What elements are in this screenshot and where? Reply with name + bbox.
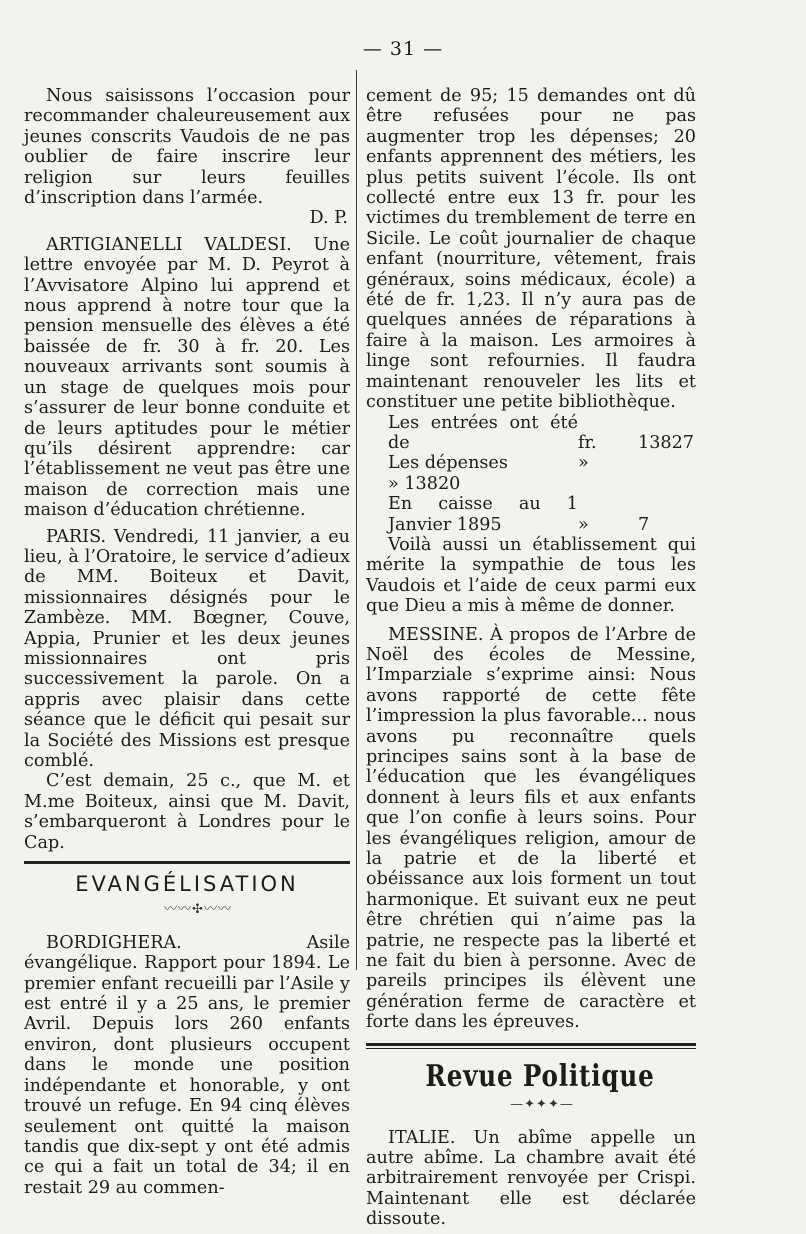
page-number: — 31 — bbox=[362, 38, 444, 60]
italie-paragraph: ITALIE. Un abîme appelle un autre abîme. La chambre avait été arbitrairement renvoyée per Crispi. Maintenant elle est déclarée dissoute. bbox=[366, 1127, 696, 1230]
ledger-row: Les entrées ont été de fr. 13827 bbox=[388, 412, 694, 453]
bordighera-continuation: cement de 95; 15 demandes ont dû être refusées pour ne pas augmenter trop les dépenses; 20 enfants apprennent des métiers, les plus petits suivent l’école. Ils ont collecté entre eux 13 fr. pour les victimes du tremblement de terre en Sicile. Le coût journalier de chaque enfant (nourriture, vêtement, frais généraux, soins médicaux, école) a été de fr. 1,23. Il n’y aura pas de quelques années de réparations à faire à la maison. Les armoires à linge sont refournies. Il faudra maintenant renouveler les lits et constituer une petite bibliothèque. bbox=[366, 86, 696, 413]
column-divider bbox=[356, 70, 357, 970]
sympathie-paragraph: Voilà aussi un établissement qui mérite la sympathie de tous les Vaudois et l’aide de ceux parmi eux que Dieu a mis à même de donner. bbox=[366, 534, 696, 617]
revue-politique-title: Revue Politique bbox=[425, 1058, 655, 1094]
ornament-divider: 〰〰✣〰〰 bbox=[164, 902, 232, 918]
signature: D. P. bbox=[309, 208, 348, 229]
embarquement-paragraph: C’est demain, 25 c., que M. et M.me Boiteux, ainsi que M. Davit, s’embarqueront à Londres pour le Cap. bbox=[24, 771, 350, 853]
section-rule-double bbox=[366, 1043, 696, 1049]
right-column bbox=[366, 86, 696, 1230]
messine-paragraph: MESSINE. À propos de l’Arbre de Noël des écoles de Messine, l’Imparziale s’exprime ainsi: Nous avons rapporté de cette fête l’impression la plus favorable... nous avons pu reconnaître quels principes sains sont à la base de l’éducation que les évangéliques donnent à leurs fils et aux enfants que l’on confie à leurs soins. Pour les évangéliques religion, amour de la patrie et de la liberté et obéissance aux lois forment un tout harmonique. Et suivant eux ne peut être chrétien qui n’aime pas la patrie, ne respecte pas la liberté et ne fait du bien à personne. Avec de pareils principes ils élèvent une génération ferme de caractère et forte dans les épreuves. bbox=[366, 624, 696, 1033]
ledger-row: Les dépenses »» 13820 bbox=[388, 453, 589, 494]
bordighera-paragraph: BORDIGHERA. Asile évangélique. Rapport pour 1894. Le premier enfant recueilli par l’Asile y est entré il y a 25 ans, le premier Avril. Depuis lors 260 enfants environ, dont plusieurs occupent dans le monde une position indépendante et honorable, y ont trouvé un refuge. En 94 cinq élèves seulement ont quitté la maison tandis que dix-sept y ont été admis ce qui a fait un total de 34; il en restait 29 au commen- bbox=[24, 932, 350, 1198]
section-title-evangelisation: EVANGÉLISATION bbox=[75, 872, 299, 897]
left-column bbox=[24, 86, 350, 1198]
ornament-divider: —✦✦✦— bbox=[510, 1097, 574, 1113]
artigianelli-paragraph: ARTIGIANELLI VALDESI. Une lettre envoyée par M. D. Peyrot à l’Avvisatore Alpino lui apprend et nous apprend à notre tour que la pension mensuelle des élèves a été baissée de fr. 30 à fr. 20. Les nouveaux arrivants sont soumis à un stage de quelques mois pour s’assurer de leur bonne conduite et de leurs aptitudes pour le métier qu’ils désirent apprendre: car l’établissement ne veut pas être une maison de correction mais une maison d’éducation chrétienne. bbox=[24, 234, 350, 521]
section-rule bbox=[24, 861, 350, 864]
conscrits-paragraph: Nous saisissons l’occasion pour recommander chaleureusement aux jeunes conscrits Vaudois de ne pas oublier de faire inscrire leur religion sur leurs feuilles d’inscription dans l’armée. bbox=[24, 86, 350, 209]
paris-paragraph: PARIS. Vendredi, 11 janvier, a eu lieu, à l’Oratoire, le service d’adieux de MM. Boiteux et Davit, missionnaires désignés pour le Zambèze. MM. Bœgner, Couve, Appia, Prunier et les deux jeunes missionnaires ont pris successivement la parole. On a appris avec plaisir dans cette séance que le déficit qui pesait sur la Société des Missions est presque comblé. bbox=[24, 526, 350, 771]
ledger-row: En caisse au 1 Janvier 1895 » 7 bbox=[388, 494, 650, 535]
ledger-table bbox=[366, 413, 696, 535]
